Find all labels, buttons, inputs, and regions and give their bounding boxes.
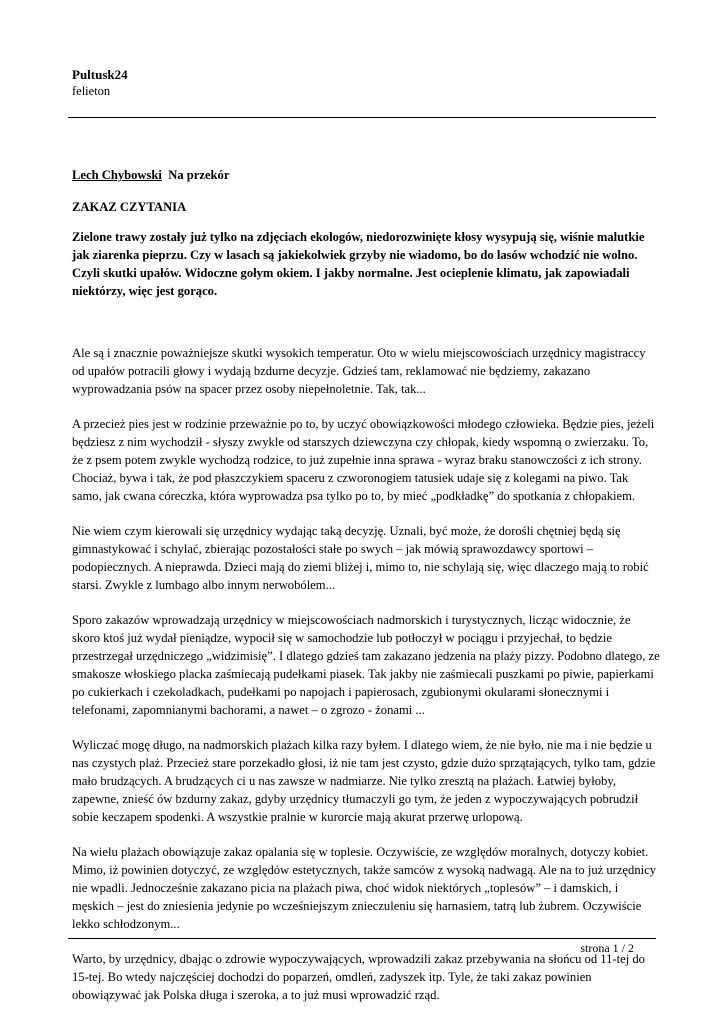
- body-paragraph: A przecież pies jest w rodzinie przeważnie po to, by uczyć obowiązkowości młodego człowieka. Będzie pies, jeżeli będziesz z nim wychodził - słyszy zwykle od starszych dziewczyna czy chłopak, kiedy wspomną o zwierzaku. To, że z psem potem zwykle wychodzą rodzice, to już zupełnie inna sprawa - wyraz braku stanowczości z ich strony. Chociaż, bywa i tak, że pod płaszczykiem spaceru z czworonogiem tatusiek udaje się z kolegami na piwo. Tak samo, jak cwana córeczka, która wyprowadza psa tylko po to, by mieć „podkładkę” do spotkania z chłopakiem.: [72, 417, 655, 503]
- body-paragraph: Wyliczać mogę długo, na nadmorskich plażach kilka razy byłem. I dlatego wiem, że nie było, nie ma i nie będzie u nas czystych plaż. Przecież stare porzekadło głosi, iż nie tam jest czysto, gdzie dużo sprzątających, tylko tam, gdzie mało brudzących. A brudzących ci u nas zawsze w nadmiarze. Nie tylko zresztą na plażach. Łatwiej byłoby, zapewne, znieść ów bzdurny zakaz, gdyby urzędnicy tłumaczyli go tym, że jeden z wypoczywających pobrudził sobie keczapem spodenki. A wszystkie pralnie w kurorcie mają akurat przerwę urlopową.: [72, 738, 656, 824]
- article-title: ZAKAZ CZYTANIA: [72, 200, 187, 214]
- body-paragraph: Sporo zakazów wprowadzają urzędnicy w miejscowościach nadmorskich i turystycznych, licząc widocznie, że skoro ktoś już wydał pieniądze, wypocił się w samochodzie lub potłoczył w pociągu i przyjechał, to będzie przestrzegał urzędniczego „widzimisię”. I dlatego gdzieś tam zakazano jedzenia na plaży pizzy. Podobno dlatego, ze smakosze włoskiego placka zaśmiecają pudełkami piasek. Tak jakby nie zaśmiecali puszkami po piwie, papierkami po cukierkach i czekoladkach, pudełkami po napojach i papierosach, zgubionymi okularami słonecznymi i telefonami, zapomnianymi bachorami, a nawet – o zgrozo - żonami ...: [72, 613, 660, 717]
- body-paragraph: Warto, by urzędnicy, dbając o zdrowie wypoczywających, wprowadzili zakaz przebywania na słońcu od 11-tej do 15-tej. Bo wtedy najczęściej dochodzi do poparzeń, omdleń, zadyszek itp. Tyle, że taki zakaz powinien obowiązywać jak Polska długa i szeroka, a to już musi wprowadzić rząd.: [72, 952, 645, 1002]
- body-paragraph: Nie wiem czym kierowali się urzędnicy wydając taką decyzję. Uznali, być może, że dorośli chętniej będą się gimnastykować i schylać, zbierając pozostałości stałe po swych – jak mówią sprawozdawcy sportowi – podopiecznych. A nieprawda. Dzieci mają do ziemi bliżej i, mimo to, nie schylają się, więc dlaczego mają to robić starsi. Zwykle z lumbago albo innym nerwobólem...: [72, 524, 649, 592]
- column-name: Na przekór: [168, 168, 230, 182]
- article-lead: Zielone trawy zostały już tylko na zdjęciach ekologów, niedorozwinięte kłosy wysypują się, wiśnie malutkie jak ziarenka pieprzu. Czy w lasach są jakiekolwiek grzyby nie wiadomo, bo do lasów wchodzić nie wolno. Czyli skutki upałów. Widoczne gołym okiem. I jakby normalne. Jest ocieplenie klimatu, jak zapowiadali niektórzy, więc jest gorąco.: [72, 230, 645, 298]
- site-name: Pultusk24: [72, 67, 128, 82]
- byline: [72, 166, 660, 184]
- body-paragraph: Na wielu plażach obowiązuje zakaz opalania się w toplesie. Oczywiście, ze względów moralnych, dotyczy kobiet. Mimo, iż powinien dotyczyć, ze względów estetycznych, także samców z wysoką nadwagą. Ale na to już urzędnicy nie wpadli. Jednocześnie zakazano picia na plażach piwa, choć widok niektórych „toplesów” – i damskich, i męskich – jest do zniesienia jedynie po wcześniejszym znieczuleniu się harnasiem, tatrą lub żubrem. Oczywiście lekko schłodzonym...: [72, 845, 657, 931]
- header-divider: [68, 117, 656, 118]
- section-label: felieton: [72, 84, 111, 98]
- page-number: strona 1 / 2: [580, 941, 634, 955]
- footer-divider: [68, 938, 656, 939]
- body-paragraph: Ale są i znacznie poważniejsze skutki wysokich temperatur. Oto w wielu miejscowościach urzędnicy magistraccy od upałów potracili głowy i wydają bzdurne decyzje. Gdzieś tam, reklamować nie będziemy, zakazano wyprowadzania psów na spacer przez osoby niepełnoletnie. Tak, tak...: [72, 346, 646, 396]
- author-link[interactable]: Lech Chybowski: [72, 168, 162, 182]
- page-header: [72, 66, 128, 99]
- article: [72, 166, 660, 1021]
